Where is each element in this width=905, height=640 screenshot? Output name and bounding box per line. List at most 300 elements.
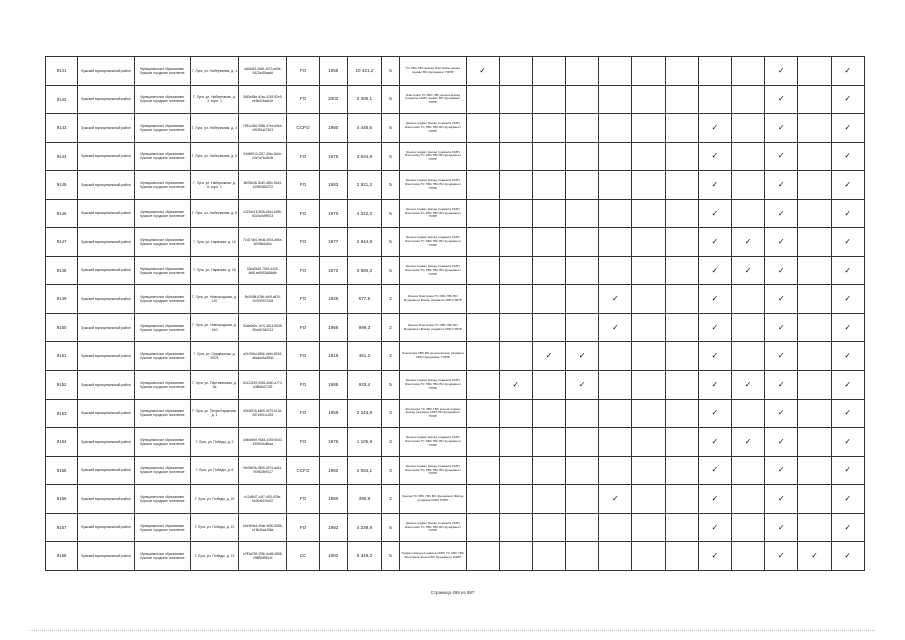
work-mark-cell [566, 199, 599, 228]
work-mark-cell [532, 313, 565, 342]
work-mark-cell [499, 485, 532, 514]
work-mark-cell [566, 313, 599, 342]
work-mark-cell [765, 171, 798, 200]
table-row [46, 57, 865, 86]
area-cell: 2 305,1 [347, 85, 381, 114]
table-row [46, 428, 865, 457]
floors-cell: 5 [382, 85, 400, 114]
check-mark-icon: ✓ [711, 408, 719, 418]
work-mark-cell [732, 342, 765, 371]
check-mark-icon: ✓ [611, 294, 619, 304]
address-cell: Г. Луга, ул. Набережная, д. 1 [190, 57, 238, 86]
work-mark-cell [532, 485, 565, 514]
works-list-cell: Крыша Электрика ТС ХВС ГВС ВО Фундамент Фасад (подвала СМР) ПЗПР [400, 285, 466, 314]
work-mark-cell [665, 171, 698, 200]
work-mark-cell [665, 342, 698, 371]
work-mark-cell [798, 199, 831, 228]
address-cell: Г. Луга, ул. Победы, д. 6 [190, 456, 238, 485]
work-mark-cell [698, 57, 731, 86]
table-row [46, 513, 865, 542]
work-mark-cell [665, 57, 698, 86]
table-row [46, 199, 865, 228]
build-year-cell: 1980 [319, 114, 347, 143]
address-cell: Г. Луга, ул. Победы, д. 10 [190, 513, 238, 542]
fias-code-cell: c06d6b09-9648-4339-9d40-420f034d8eaa [239, 428, 287, 457]
work-mark-cell [732, 171, 765, 200]
area-cell: 6 349,3 [347, 542, 381, 571]
registry-table-sheet [45, 56, 865, 570]
row-number-cell: 9144 [46, 142, 78, 171]
fias-code-cell: d0b00f15-6489-4979-b13d-467c401cc053 [239, 399, 287, 428]
works-list-cell: Электрика ТС ХВС ГВС крыша фасад (подвала СМР) подвал ВО фундамент ПЗПР [400, 85, 466, 114]
work-mark-cell [632, 199, 665, 228]
check-mark-icon: ✓ [711, 465, 719, 475]
work-mark-cell [765, 256, 798, 285]
address-cell: Г. Луга, ул. Набережная, д. 3, корп. 1 [190, 85, 238, 114]
area-cell: 677,5 [347, 285, 381, 314]
building-type-cell: FO [287, 285, 319, 314]
work-mark-cell [632, 285, 665, 314]
work-mark-cell [599, 513, 632, 542]
check-mark-icon: ✓ [844, 122, 852, 132]
work-mark-cell [698, 171, 731, 200]
work-mark-cell [698, 228, 731, 257]
work-mark-cell [698, 513, 731, 542]
work-mark-cell [798, 342, 831, 371]
works-list-cell: Крыша подвал фасад (подвала СМР) Электрика ТС ХВС ГВС ВО фундамент ПЗПР [400, 371, 466, 400]
settlement-cell: Муниципальное образование Лужское городское поселение [134, 428, 190, 457]
address-cell: Г. Луга, ул. Новгородская, д. 160 [190, 313, 238, 342]
check-mark-icon: ✓ [711, 322, 719, 332]
table-row [46, 313, 865, 342]
work-mark-cell [632, 171, 665, 200]
check-mark-icon: ✓ [777, 265, 785, 275]
row-number-cell: 9157 [46, 513, 78, 542]
check-mark-icon: ✓ [777, 208, 785, 218]
work-mark-cell [466, 57, 499, 86]
check-mark-icon: ✓ [844, 465, 852, 475]
work-mark-cell [499, 256, 532, 285]
work-mark-cell [698, 114, 731, 143]
settlement-cell: Муниципальное образование Лужское городское поселение [134, 199, 190, 228]
work-mark-cell [765, 542, 798, 571]
floors-cell: 5 [382, 114, 400, 143]
build-year-cell: 1983 [319, 171, 347, 200]
work-mark-cell [566, 342, 599, 371]
district-cell: Лужский муниципальный район [78, 371, 134, 400]
work-mark-cell [732, 313, 765, 342]
works-list-cell: Крыша подвал фасад (подвала СМР) Электрика ТС ХВС ГВС ВО фундамент ПЗПР [400, 428, 466, 457]
area-cell: 461,2 [347, 342, 381, 371]
build-year-cell: 1982 [319, 542, 347, 571]
district-cell: Лужский муниципальный район [78, 485, 134, 514]
fias-code-cell: 50122519-9553-4b60-a770-e4f8d6c072f2 [239, 371, 287, 400]
works-list-cell: Крыша подвал фасад (подвала СМР) Электрика ТС ХВС ГВС ВО фундамент ПЗПР [400, 256, 466, 285]
work-mark-cell [665, 456, 698, 485]
work-mark-cell [466, 142, 499, 171]
check-mark-icon: ✓ [844, 208, 852, 218]
work-mark-cell [798, 542, 831, 571]
check-mark-icon: ✓ [744, 436, 752, 446]
table-row [46, 542, 865, 571]
work-mark-cell [798, 85, 831, 114]
row-number-cell: 9155 [46, 456, 78, 485]
check-mark-icon: ✓ [711, 493, 719, 503]
build-year-cell: 1962 [319, 456, 347, 485]
area-cell: 2 243,6 [347, 399, 381, 428]
build-year-cell: 1966 [319, 313, 347, 342]
row-number-cell: 9158 [46, 542, 78, 571]
table-row [46, 114, 865, 143]
works-list-cell: Подвал фасад (подвала СМР) ТС ХВС ГВС Электрика крыша ВО фундамент ПЗПР [400, 542, 466, 571]
build-year-cell: 1982 [319, 513, 347, 542]
district-cell: Лужский муниципальный район [78, 228, 134, 257]
build-year-cell: 1975 [319, 142, 347, 171]
district-cell: Лужский муниципальный район [78, 199, 134, 228]
work-mark-cell [665, 285, 698, 314]
building-type-cell: FO [287, 57, 319, 86]
address-cell: Г. Луга, ул. Нарвская, д. 16 [190, 228, 238, 257]
work-mark-cell [732, 542, 765, 571]
work-mark-cell [831, 313, 864, 342]
floors-cell: 2 [382, 342, 400, 371]
work-mark-cell [632, 313, 665, 342]
work-mark-cell [765, 485, 798, 514]
address-cell: Г. Луга, ул. Набережная, д. 8 [190, 199, 238, 228]
build-year-cell: 1972 [319, 256, 347, 285]
work-mark-cell [566, 399, 599, 428]
work-mark-cell [599, 114, 632, 143]
work-mark-cell [765, 228, 798, 257]
fias-code-cell: e783a299-393b-4e85-9856-098f56f98344 [239, 542, 287, 571]
work-mark-cell [499, 399, 532, 428]
building-type-cell: FO [287, 371, 319, 400]
work-mark-cell [599, 85, 632, 114]
work-mark-cell [566, 285, 599, 314]
check-mark-icon: ✓ [844, 493, 852, 503]
row-number-cell: 9154 [46, 428, 78, 457]
floors-cell: 3 [382, 428, 400, 457]
floors-cell: 5 [382, 199, 400, 228]
area-cell: 3 934,9 [347, 142, 381, 171]
fias-code-cell: 3683e88e-d0ac-4185-92e9-ee5a02baab0e [239, 85, 287, 114]
work-mark-cell [765, 85, 798, 114]
work-mark-cell [599, 342, 632, 371]
check-mark-icon: ✓ [777, 322, 785, 332]
work-mark-cell [532, 513, 565, 542]
work-mark-cell [532, 114, 565, 143]
work-mark-cell [732, 456, 765, 485]
work-mark-cell [765, 399, 798, 428]
floors-cell: 3 [382, 456, 400, 485]
check-mark-icon: ✓ [711, 179, 719, 189]
work-mark-cell [466, 114, 499, 143]
settlement-cell: Муниципальное образование Лужское городское поселение [134, 485, 190, 514]
work-mark-cell [599, 142, 632, 171]
work-mark-cell [466, 171, 499, 200]
check-mark-icon: ✓ [545, 351, 553, 361]
build-year-cell: 1919 [319, 342, 347, 371]
area-cell: 4 448,5 [347, 114, 381, 143]
build-year-cell: 1985 [319, 371, 347, 400]
work-mark-cell [532, 228, 565, 257]
work-mark-cell [732, 228, 765, 257]
floors-cell: 2 [382, 285, 400, 314]
settlement-cell: Муниципальное образование Лужское городское поселение [134, 313, 190, 342]
work-mark-cell [798, 513, 831, 542]
work-mark-cell [831, 428, 864, 457]
row-number-cell: 9149 [46, 285, 78, 314]
area-cell: 4 022,3 [347, 199, 381, 228]
build-year-cell: 1959 [319, 399, 347, 428]
work-mark-cell [499, 114, 532, 143]
building-type-cell: FO [287, 142, 319, 171]
work-mark-cell [732, 256, 765, 285]
work-mark-cell [831, 171, 864, 200]
work-mark-cell [499, 171, 532, 200]
work-mark-cell [831, 228, 864, 257]
works-list-cell: Крыша подвал фасад (подвала СМР) Электрика ТС ХВС ГВС ВО фундамент ПЗПР [400, 171, 466, 200]
work-mark-cell [466, 85, 499, 114]
check-mark-icon: ✓ [844, 151, 852, 161]
work-mark-cell [466, 199, 499, 228]
work-mark-cell [532, 57, 565, 86]
fias-code-cell: c6e5c53-2b2b-4073-a66e-6422a1f0aad6 [239, 57, 287, 86]
check-mark-icon: ✓ [777, 465, 785, 475]
settlement-cell: Муниципальное образование Лужское городское поселение [134, 228, 190, 257]
work-mark-cell [632, 371, 665, 400]
fias-code-cell: b2e3b9a4-d9ae-4690-5986-e16b30a4188a [239, 513, 287, 542]
work-mark-cell [566, 542, 599, 571]
check-mark-icon: ✓ [844, 65, 852, 75]
check-mark-icon: ✓ [711, 436, 719, 446]
check-mark-icon: ✓ [844, 237, 852, 247]
check-mark-icon: ✓ [711, 237, 719, 247]
work-mark-cell [466, 456, 499, 485]
check-mark-icon: ✓ [777, 179, 785, 189]
check-mark-icon: ✓ [844, 351, 852, 361]
district-cell: Лужский муниципальный район [78, 285, 134, 314]
work-mark-cell [499, 342, 532, 371]
check-mark-icon: ✓ [611, 493, 619, 503]
work-mark-cell [599, 228, 632, 257]
area-cell: 2 944,8 [347, 228, 381, 257]
work-mark-cell [599, 313, 632, 342]
work-mark-cell [665, 513, 698, 542]
work-mark-cell [665, 142, 698, 171]
table-row [46, 85, 865, 114]
district-cell: Лужский муниципальный район [78, 114, 134, 143]
check-mark-icon: ✓ [844, 322, 852, 332]
work-mark-cell [532, 199, 565, 228]
building-type-cell: FO [287, 228, 319, 257]
works-list-cell: Крыша подвал фасад (подвала СМР) Электрика ТС ХВС ГВС ВО фундамент ПЗПР [400, 142, 466, 171]
work-mark-cell [466, 228, 499, 257]
building-type-cell: FO [287, 399, 319, 428]
work-mark-cell [732, 85, 765, 114]
check-mark-icon: ✓ [711, 551, 719, 561]
work-mark-cell [499, 228, 532, 257]
row-number-cell: 9152 [46, 371, 78, 400]
build-year-cell: 1975 [319, 428, 347, 457]
work-mark-cell [466, 313, 499, 342]
works-list-cell: ТС ХВС ГВС фасад Электрика крыша подвал ВО фундамент ПЗПР [400, 57, 466, 86]
work-mark-cell [632, 228, 665, 257]
work-mark-cell [765, 456, 798, 485]
work-mark-cell [665, 542, 698, 571]
building-type-cell: FO [287, 199, 319, 228]
work-mark-cell [798, 256, 831, 285]
check-mark-icon: ✓ [777, 65, 785, 75]
work-mark-cell [665, 85, 698, 114]
work-mark-cell [566, 142, 599, 171]
settlement-cell: Муниципальное образование Лужское городское поселение [134, 342, 190, 371]
fias-code-cell: 6b0f3c46-32a9-489c-9a34-429593867f72 [239, 171, 287, 200]
check-mark-icon: ✓ [777, 94, 785, 104]
work-mark-cell [732, 371, 765, 400]
works-list-cell: Крыша подвал фасад (подвала СМР) Электрика ТС ХВС ГВС ВО фундамент ПЗПР [400, 456, 466, 485]
build-year-cell: 1956 [319, 57, 347, 86]
work-mark-cell [665, 485, 698, 514]
district-cell: Лужский муниципальный район [78, 342, 134, 371]
work-mark-cell [831, 114, 864, 143]
district-cell: Лужский муниципальный район [78, 428, 134, 457]
work-mark-cell [499, 456, 532, 485]
check-mark-icon: ✓ [777, 522, 785, 532]
check-mark-icon: ✓ [777, 237, 785, 247]
work-mark-cell [599, 371, 632, 400]
address-cell: Г. Луга, ул. Оредежская, д. 20/21 [190, 342, 238, 371]
work-mark-cell [665, 428, 698, 457]
work-mark-cell [831, 485, 864, 514]
work-mark-cell [499, 142, 532, 171]
work-mark-cell [698, 342, 731, 371]
scan-edge-dots [30, 630, 875, 635]
work-mark-cell [765, 114, 798, 143]
work-mark-cell [632, 142, 665, 171]
work-mark-cell [765, 371, 798, 400]
row-number-cell: 9148 [46, 256, 78, 285]
floors-cell: 5 [382, 371, 400, 400]
work-mark-cell [798, 313, 831, 342]
work-mark-cell [499, 371, 532, 400]
work-mark-cell [732, 513, 765, 542]
check-mark-icon: ✓ [578, 379, 586, 389]
work-mark-cell [632, 485, 665, 514]
floors-cell: 5 [382, 256, 400, 285]
build-year-cell: 1977 [319, 228, 347, 257]
table-row [46, 371, 865, 400]
work-mark-cell [698, 456, 731, 485]
address-cell: Г. Луга, ул. Победы, д. 12 [190, 542, 238, 571]
work-mark-cell [831, 542, 864, 571]
work-mark-cell [698, 371, 731, 400]
settlement-cell: Муниципальное образование Лужское городское поселение [134, 399, 190, 428]
floors-cell: 2 [382, 313, 400, 342]
area-cell: 10 421,2 [347, 57, 381, 86]
works-list-cell: Крыша Электрика ТС ХВС ГВС ВО Фундамент Фасад (подвала СМР) ПЗПР [400, 313, 466, 342]
work-mark-cell [532, 428, 565, 457]
fias-code-cell: 9b0f4f8f-628b-4b5f-a819-197839972344 [239, 285, 287, 314]
work-mark-cell [798, 371, 831, 400]
table-row [46, 256, 865, 285]
address-cell: Г. Луга, ул. Победы, д. 20 [190, 485, 238, 514]
work-mark-cell [499, 285, 532, 314]
table-row [46, 228, 865, 257]
row-number-cell: 9142 [46, 85, 78, 114]
row-number-cell: 9151 [46, 342, 78, 371]
work-mark-cell [566, 485, 599, 514]
fias-code-cell: c321d018-5f55-46e4-b25b-8419a0d99014 [239, 199, 287, 228]
work-mark-cell [599, 399, 632, 428]
district-cell: Лужский муниципальный район [78, 57, 134, 86]
building-type-cell: FO [287, 256, 319, 285]
work-mark-cell [499, 428, 532, 457]
work-mark-cell [566, 114, 599, 143]
work-mark-cell [765, 428, 798, 457]
district-cell: Лужский муниципальный район [78, 542, 134, 571]
work-mark-cell [632, 85, 665, 114]
work-mark-cell [831, 57, 864, 86]
check-mark-icon: ✓ [844, 551, 852, 561]
settlement-cell: Муниципальное образование Лужское городское поселение [134, 57, 190, 86]
work-mark-cell [831, 342, 864, 371]
work-mark-cell [798, 428, 831, 457]
check-mark-icon: ✓ [844, 522, 852, 532]
work-mark-cell [798, 485, 831, 514]
row-number-cell: 9143 [46, 114, 78, 143]
work-mark-cell [665, 114, 698, 143]
work-mark-cell [466, 485, 499, 514]
check-mark-icon: ✓ [844, 408, 852, 418]
check-mark-icon: ✓ [777, 408, 785, 418]
district-cell: Лужский муниципальный район [78, 399, 134, 428]
work-mark-cell [665, 313, 698, 342]
table-row [46, 456, 865, 485]
check-mark-icon: ✓ [777, 122, 785, 132]
work-mark-cell [698, 285, 731, 314]
floors-cell: 2 [382, 485, 400, 514]
work-mark-cell [765, 313, 798, 342]
district-cell: Лужский муниципальный район [78, 256, 134, 285]
page-footer: Страница 499 из 887 [430, 590, 475, 595]
building-type-cell: FO [287, 171, 319, 200]
address-cell: Г. Луга, ул. Петра Баранова, д. 1 [190, 399, 238, 428]
floors-cell: 5 [382, 142, 400, 171]
work-mark-cell [831, 256, 864, 285]
work-mark-cell [566, 57, 599, 86]
work-mark-cell [831, 371, 864, 400]
address-cell: Г. Луга, ул. Нарвская, д. 18 [190, 256, 238, 285]
works-list-cell: Крыша подвал фасад (подвала СМР) Электрика ТС ХВС ГВС ВО фундамент ПЗПР [400, 114, 466, 143]
area-cell: 1 105,9 [347, 428, 381, 457]
work-mark-cell [765, 513, 798, 542]
work-mark-cell [466, 256, 499, 285]
work-mark-cell [632, 399, 665, 428]
build-year-cell: 1945 [319, 285, 347, 314]
district-cell: Лужский муниципальный район [78, 313, 134, 342]
check-mark-icon: ✓ [711, 208, 719, 218]
work-mark-cell [698, 256, 731, 285]
table-row [46, 485, 865, 514]
check-mark-icon: ✓ [777, 493, 785, 503]
district-cell: Лужский муниципальный район [78, 171, 134, 200]
check-mark-icon: ✓ [844, 379, 852, 389]
area-cell: 2 094,1 [347, 456, 381, 485]
work-mark-cell [566, 228, 599, 257]
work-mark-cell [665, 228, 698, 257]
build-year-cell: 1970 [319, 199, 347, 228]
